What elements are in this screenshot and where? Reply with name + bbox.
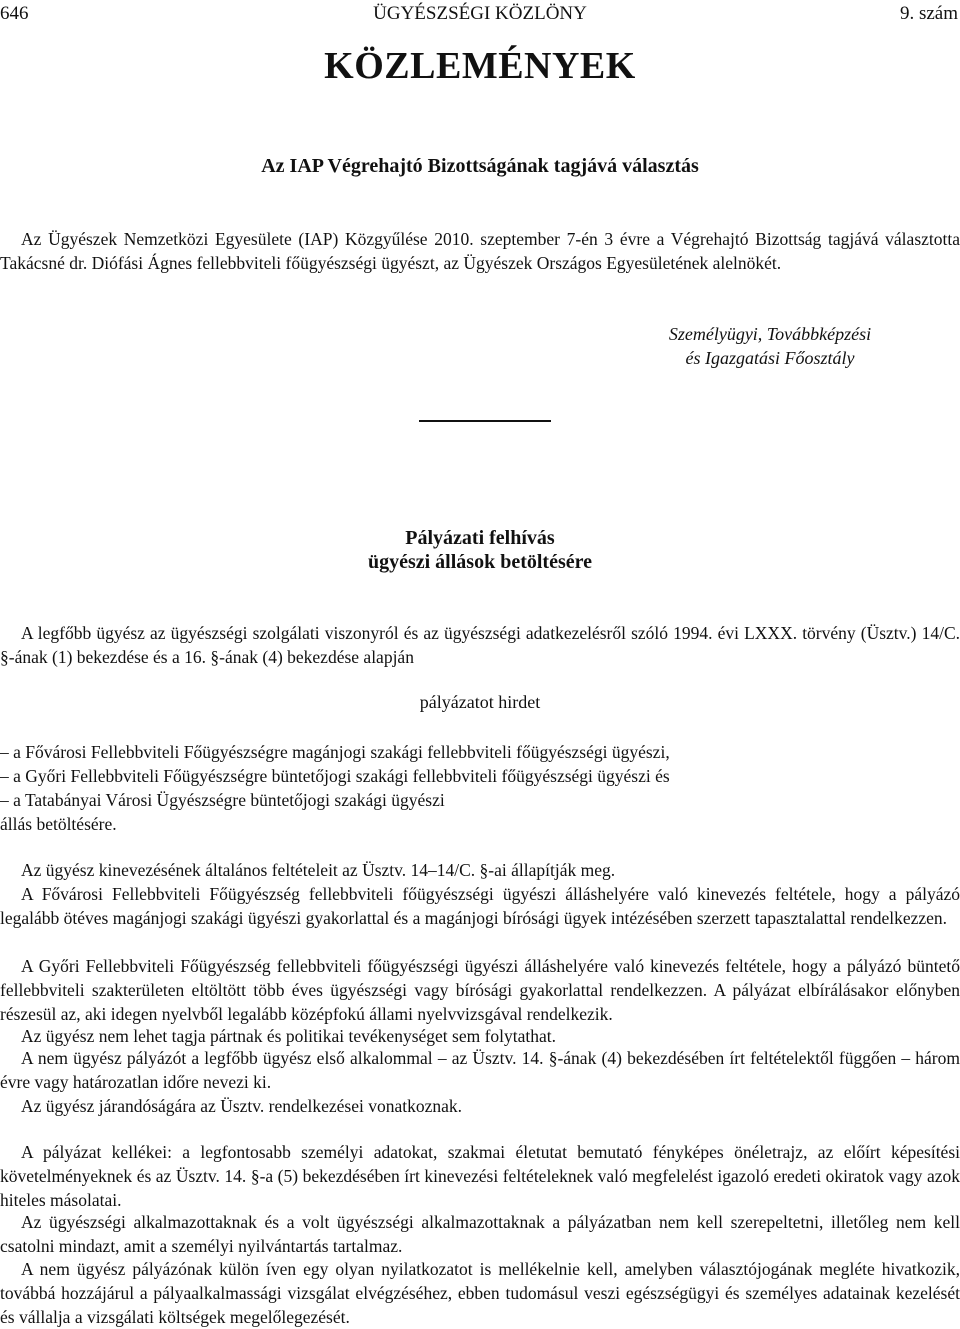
paragraph-general-conditions: Az ügyész kinevezésének általános feltételeit az Üsztv. 14–14/C. §-ai állapítják meg. xyxy=(21,860,616,880)
notice-body: Az Ügyészek Nemzetközi Egyesülete (IAP) Közgyűlése 2010. szeptember 7-én 3 évre a Végrehajtó Bizottság tagjává választotta Takácsné dr. Diófási Ágnes fellebbviteli főügyészségi ügyészt, az Ügyészek Országos Egyesületének alelnökét. xyxy=(0,229,960,273)
signature-line-2: és Igazgatási Főosztály xyxy=(685,348,855,368)
paragraph-non-prosecutor-declaration: A nem ügyész pályázónak külön íven egy olyan nyilatkozatot is mellékelnie kell, amelyben választójogának megléte hivatkozik, továbbá hozzájárul a pályaalkalmassági vizsgálat elvégzéséhez, ebben tudomásul veszi egészségügyi és személyes adatainak kezelését és vállalja a vizsgálati költségek megelőlegezését. xyxy=(0,1259,960,1327)
paragraph-remuneration: Az ügyész járandóságára az Üsztv. rendelkezései vonatkoznak. xyxy=(21,1096,463,1116)
running-header xyxy=(0,2,960,26)
paragraph-budapest-condition: A Fővárosi Fellebbviteli Főügyészség fellebbviteli főügyészségi ügyészi álláshelyére való kinevezés feltétele, hogy a pályázó legalább ötéves magánjogi szakági ügyészi gyakorlattal és a magánjogi bírósági ügyek intézésében szerzett tapasztalattal rendelkezzen. xyxy=(0,884,960,928)
call-title-line-2: ügyészi állások betöltésére xyxy=(367,551,593,573)
notice-title: Az IAP Végrehajtó Bizottságának tagjává választás xyxy=(261,155,699,177)
position-item: – a Tatabányai Városi Ügyészségre büntetőjogi szakági ügyészi xyxy=(0,790,445,810)
issue-number: 9. szám xyxy=(899,3,958,24)
call-intro: A legfőbb ügyész az ügyészségi szolgálati viszonyról és az ügyészségi adatkezelésről szóló 1994. évi LXXX. törvény (Üsztv.) 14/C. §-ának (1) bekezdése és a 16. §-ának (4) bekezdése alapján xyxy=(0,623,960,667)
paragraph-appointment-term: A nem ügyész pályázót a legfőbb ügyész első alkalommal – az Üsztv. 14. §-ának (4) bekezdésében írt feltételektől függően – három évre vagy határozatlan időre nevezi ki. xyxy=(0,1048,960,1092)
separator-rule xyxy=(419,420,551,422)
section-title: KÖZLEMÉNYEK xyxy=(324,45,636,87)
positions-tail: állás betöltésére. xyxy=(0,814,117,834)
paragraph-application-requirements: A pályázat kellékei: a legfontosabb személyi adatokat, szakmai életutat bemutató fényképes önéletrajz, az előírt képesítési követelményeknek és az Üsztv. 14. §-a (5) bekezdésében írt kinevezési feltételeknek való megfelelést igazoló eredeti okiratok vagy azok hiteles másolatai. xyxy=(0,1142,960,1210)
call-title-line-1: Pályázati felhívás xyxy=(405,527,555,549)
signature-line-1: Személyügyi, Továbbképzési xyxy=(668,324,872,344)
position-item: – a Fővárosi Fellebbviteli Főügyészségre magánjogi szakági fellebbviteli főügyészségi ügyészi, xyxy=(0,742,670,762)
paragraph-gyor-condition: A Győri Fellebbviteli Főügyészség fellebbviteli főügyészségi ügyészi álláshelyére való kinevezés feltétele, hogy a pályázó büntető fellebbviteli szakterületen eltöltött több éves ügyészségi vagy bírósági gyakorlattal rendelkezzen. A pályázat elbírálásakor előnyben részesül az, aki idegen nyelvből legalább középfokú állami nyelvvizsgával rendelkezik. xyxy=(0,956,960,1024)
announce-line: pályázatot hirdet xyxy=(419,692,541,712)
paragraph-party-membership: Az ügyész nem lehet tagja pártnak és politikai tevékenységet sem folytathat. xyxy=(21,1026,557,1046)
journal-title: ÜGYÉSZSÉGI KÖZLÖNY xyxy=(373,3,587,24)
page-number: 646 xyxy=(0,3,29,24)
position-item: – a Győri Fellebbviteli Főügyészségre büntetőjogi szakági fellebbviteli főügyészségi ügyészi és xyxy=(0,766,670,786)
paragraph-employee-exemption: Az ügyészségi alkalmazottaknak és a volt ügyészségi alkalmazottaknak a pályázatban nem kell szerepeltetni, illetőleg nem kell csatolni mindazt, amit a személyi nyilvántartás tartalmaz. xyxy=(0,1212,960,1256)
